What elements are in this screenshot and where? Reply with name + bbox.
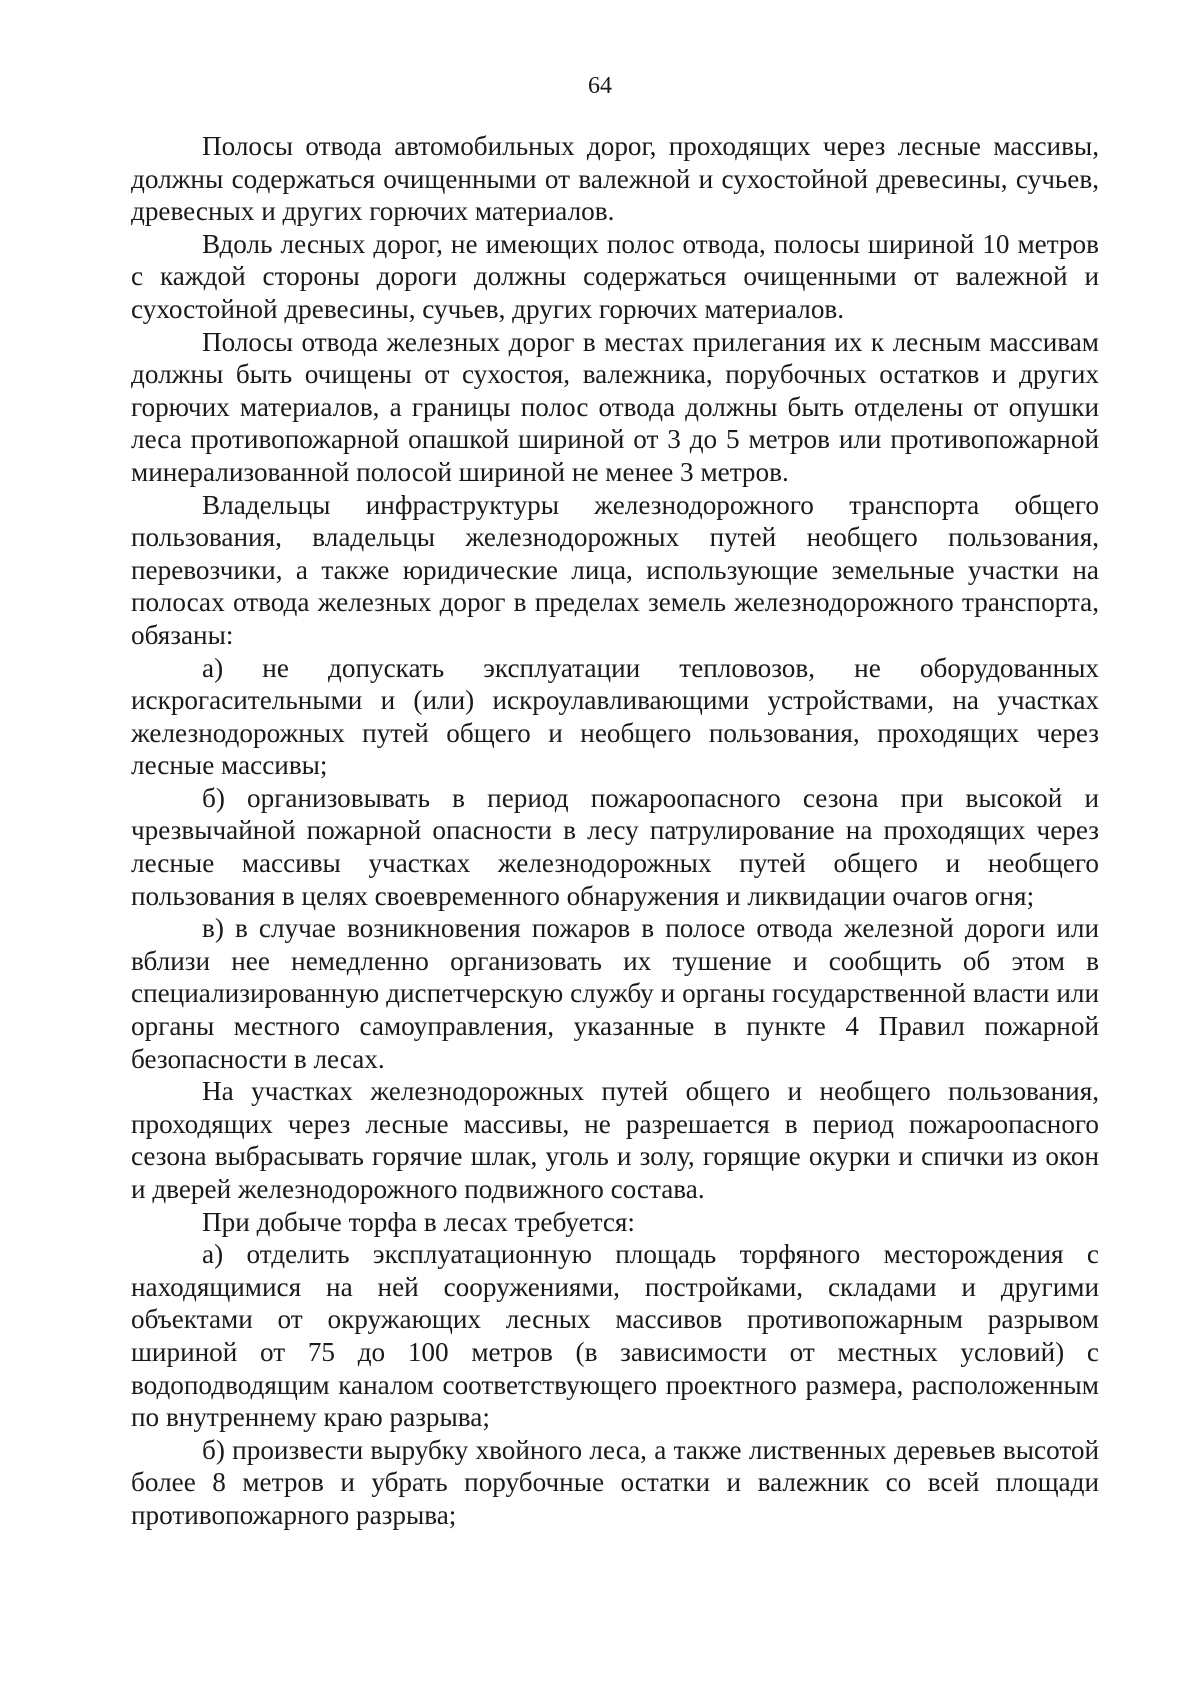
list-item-a-locomotives: а) не допускать эксплуатации тепловозов, не оборудованных искрогасительными и (или) искроулавливающими устройствами, на участках железнодорожных путей общего и необщего пользования, проходящих через лесные массивы; — [131, 652, 1099, 781]
body-text — [131, 130, 1099, 1532]
paragraph-right-of-way-roads: Полосы отвода автомобильных дорог, проходящих через лесные массивы, должны содержаться очищенными от валежной и сухостойной древесины, сучьев, древесных и других горючих материалов. — [131, 131, 1099, 227]
list-item-b-clearing: б) произвести вырубку хвойного леса, а также лиственных деревьев высотой более 8 метров и убрать порубочные остатки и валежник со всей площади противопожарного разрыва; — [131, 1434, 1099, 1530]
list-item-c-fire-response: в) в случае возникновения пожаров в полосе отвода железной дороги или вблизи нее немедленно организовать их тушение и сообщить об этом в специализированную диспетчерскую службу и органы государственной власти или органы местного самоуправления, указанные в пункте 4 Правил пожарной безопасности в лесах. — [131, 913, 1099, 1074]
list-item-b-patrolling: б) организовывать в период пожароопасного сезона при высокой и чрезвычайной пожарной опасности в лесу патрулирование на проходящих через лесные массивы участках железнодорожных путей общего и необщего пользования в целях своевременного обнаружения и ликвидации очагов огня; — [131, 782, 1099, 911]
paragraph-peat-extraction: При добыче торфа в лесах требуется: — [202, 1206, 635, 1237]
page-number: 64 — [588, 73, 612, 99]
paragraph-railway-right-of-way: Полосы отвода железных дорог в местах прилегания их к лесным массивам должны быть очищены от сухостоя, валежника, порубочных остатков и других горючих материалов, а границы полос отвода должны быть отделены от опушки леса противопожарной опашкой шириной от 3 до 5 метров или противопожарной минерализованной полосой шириной не менее 3 метров. — [131, 326, 1099, 487]
paragraph-forest-roads: Вдоль лесных дорог, не имеющих полос отвода, полосы шириной 10 метров с каждой стороны дороги должны содержаться очищенными от валежной и сухостойной древесины, сучьев, других горючих материалов. — [131, 228, 1099, 324]
list-item-a-firebreak: а) отделить эксплуатационную площадь торфяного месторождения с находящимися на ней сооружениями, постройками, складами и другими объектами от окружающих лесных массивов противопожарным разрывом шириной от 75 до 100 метров (в зависимости от местных условий) с водоподводящим каналом соответствующего проектного размера, расположенным по внутреннему краю разрыва; — [131, 1239, 1099, 1433]
paragraph-railway-prohibitions: На участках железнодорожных путей общего и необщего пользования, проходящих через лесные массивы, не разрешается в период пожароопасного сезона выбрасывать горячие шлак, уголь и золу, горящие окурки и спички из окон и дверей железнодорожного подвижного состава. — [131, 1076, 1099, 1204]
paragraph-railway-owners: Владельцы инфраструктуры железнодорожного транспорта общего пользования, владельцы железнодорожных путей необщего пользования, перевозчики, а также юридические лица, использующие земельные участки на полосах отвода железных дорог в пределах земель железнодорожного транспорта, обязаны: — [131, 489, 1099, 650]
